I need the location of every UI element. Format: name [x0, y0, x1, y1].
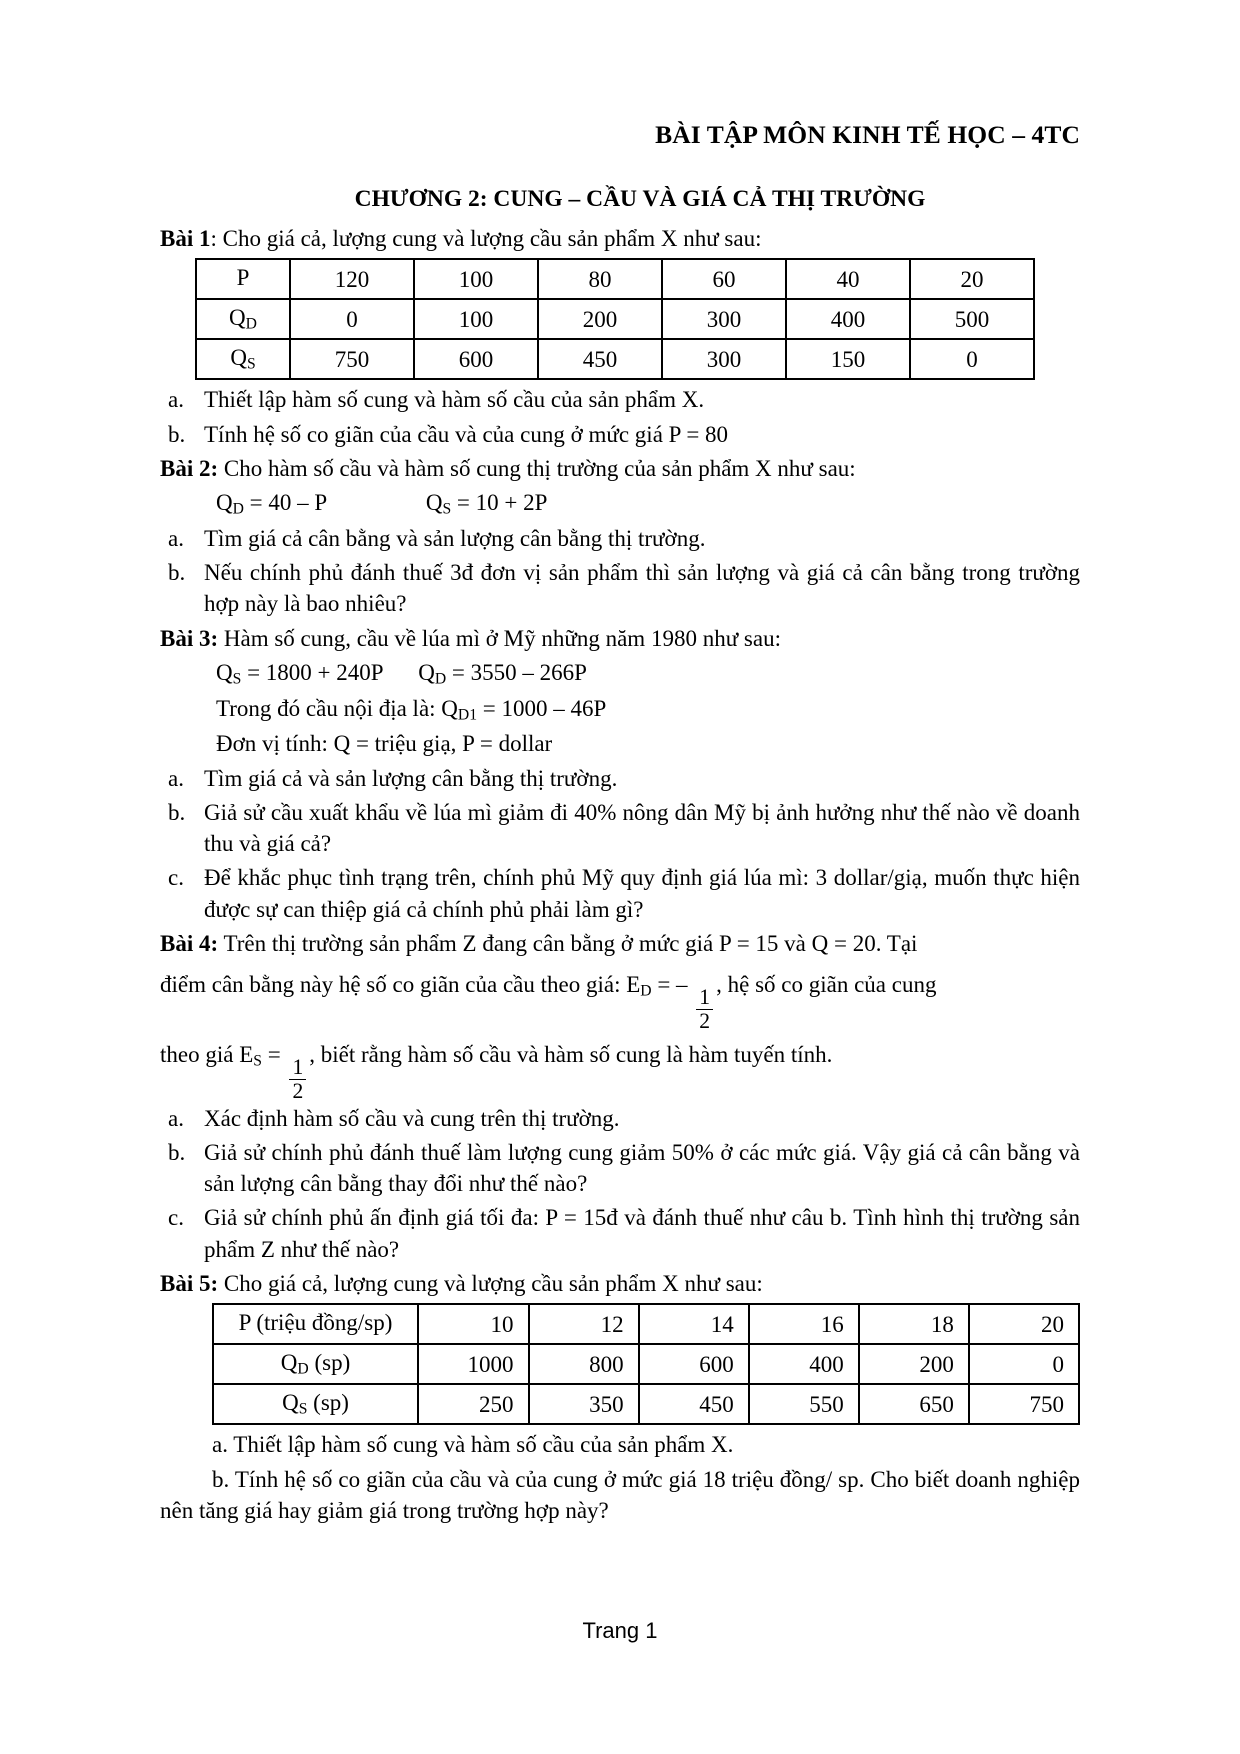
- bai2-eq-qd: [216, 490, 327, 518]
- eq-qd-symbol: Q: [216, 490, 233, 516]
- bai5-r0-c1: 12: [529, 1304, 639, 1344]
- table-row: [213, 1384, 1079, 1424]
- page-footer: [0, 1618, 1240, 1644]
- bai1-item-b-text: Tính hệ số co giãn của cầu và của cung ở mức giá P = 80: [204, 421, 729, 447]
- cell-sub: S: [246, 355, 256, 373]
- bai4-item-a-marker: a.: [168, 1105, 184, 1131]
- bai2-item-a-text: Tìm giá cả cân bằng và sản lượng cân bằng thị trường.: [204, 525, 706, 551]
- fraction-numerator: 1: [699, 984, 711, 1009]
- fraction-one-half: [696, 986, 713, 1032]
- bai4-line2-sub: D: [640, 982, 652, 1000]
- bai4-line3-after: , biết rằng hàm số cầu và hàm số cung là hàm tuyến tính.: [309, 1042, 833, 1068]
- bai5-row0-label: [213, 1304, 418, 1344]
- bai1-intro: [160, 223, 1080, 254]
- bai5-r2-c2: 450: [639, 1384, 749, 1424]
- bai4-label: Bài 4:: [160, 930, 219, 956]
- bai2-equations: [160, 487, 1080, 520]
- bai1-r2-c0: 750: [290, 339, 414, 379]
- cell-text: Q: [280, 1350, 298, 1376]
- cell-text: P (triệu đồng/sp): [238, 1310, 393, 1336]
- bai2-item-a: [160, 523, 1080, 554]
- bai1-r0-c4: 40: [786, 259, 910, 299]
- bai4-elasticity-supply-line: [160, 1032, 1080, 1102]
- table-row: [196, 259, 1034, 299]
- bai5-r2-c4: 650: [859, 1384, 969, 1424]
- bai1-r2-c3: 300: [662, 339, 786, 379]
- bai1-r1-c1: 100: [414, 299, 538, 339]
- bai1-r2-c1: 600: [414, 339, 538, 379]
- bai2-intro-text: Cho hàm số cầu và hàm số cung thị trường của sản phẩm X như sau:: [218, 455, 856, 481]
- bai2-eq-qs: [425, 490, 548, 518]
- bai1-r1-c2: 200: [538, 299, 662, 339]
- domestic-sub: D1: [457, 705, 478, 723]
- bai1-r0-c5: 20: [910, 259, 1034, 299]
- bai1-item-b-marker: b.: [168, 421, 186, 447]
- bai2-item-a-marker: a.: [168, 525, 184, 551]
- eq-qs-symbol: Q: [425, 490, 443, 516]
- bai4-item-c: [160, 1202, 1080, 1265]
- bai4-item-a: [160, 1103, 1080, 1134]
- document-header-title: BÀI TẬP MÔN KINH TẾ HỌC – 4TC: [655, 120, 1080, 149]
- eq-qd-rest: = 3550 – 266P: [446, 659, 587, 685]
- eq-qd-sub: D: [434, 670, 447, 688]
- bai4-intro-text: Trên thị trường sản phẩm Z đang cân bằng ở mức giá P = 15 và Q = 20. Tại: [218, 930, 918, 956]
- table-row: [213, 1304, 1079, 1344]
- bai4-line3-before: theo giá E: [160, 1042, 254, 1068]
- bai2-label: Bài 2:: [160, 455, 219, 481]
- bai3-item-a: [160, 763, 1080, 794]
- bai4-intro: [160, 928, 1080, 959]
- bai2-item-b-text: Nếu chính phủ đánh thuế 3đ đơn vị sản phẩm thì sản lượng và giá cả cân bằng trong trường hợp này là bao nhiêu?: [204, 560, 1080, 617]
- bai1-item-a-text: Thiết lập hàm số cung và hàm số cầu của sản phẩm X.: [204, 387, 705, 413]
- bai3-intro: [160, 623, 1080, 654]
- bai5-row2-label: [213, 1384, 418, 1424]
- bai5-r2-c5: 750: [969, 1384, 1079, 1424]
- bai4-line3-sub: S: [253, 1052, 262, 1070]
- bai3-item-c: [160, 862, 1080, 925]
- bai5-r2-c1: 350: [529, 1384, 639, 1424]
- cell-text: Q: [230, 345, 247, 371]
- bai1-r1-c0: 0: [290, 299, 414, 339]
- bai4-line2-after: , hệ số co giãn của cung: [716, 972, 937, 998]
- bai1-r2-c2: 450: [538, 339, 662, 379]
- bai1-item-a: [160, 384, 1080, 415]
- bai5-r0-c4: 18: [859, 1304, 969, 1344]
- bai4-item-b: [160, 1137, 1080, 1200]
- document-content: [160, 120, 1080, 1529]
- bai4-line3-mid: =: [261, 1042, 287, 1068]
- eq-qs-symbol: Q: [216, 659, 233, 685]
- bai5-r1-c2: 600: [639, 1344, 749, 1384]
- bai3-label: Bài 3:: [160, 625, 219, 651]
- bai3-item-b-marker: b.: [168, 799, 186, 825]
- bai3-eq-qs: [216, 659, 383, 688]
- domestic-prefix: Trong đó cầu nội địa là: Q: [216, 695, 458, 721]
- bai5-r1-c4: 200: [859, 1344, 969, 1384]
- bai2-item-b-marker: b.: [168, 560, 186, 586]
- cell-sub: D: [297, 1360, 309, 1378]
- bai1-row2-label: [196, 339, 290, 379]
- bai5-item-a: a. Thiết lập hàm số cung và hàm số cầu của sản phẩm X.: [212, 1432, 734, 1458]
- bai3-units: Đơn vị tính: Q = triệu giạ, P = dollar: [216, 731, 553, 757]
- bai5-r0-c0: 10: [418, 1304, 528, 1344]
- bai5-r0-c3: 16: [749, 1304, 859, 1344]
- bai3-equations: [160, 657, 1080, 690]
- bai3-item-b: [160, 797, 1080, 860]
- cell-sub: S: [298, 1400, 308, 1418]
- domestic-rest: = 1000 – 46P: [477, 695, 607, 721]
- bai1-item-a-marker: a.: [168, 387, 184, 413]
- bai4-item-c-marker: c.: [168, 1205, 184, 1231]
- chapter-title: CHƯƠNG 2: CUNG – CẦU VÀ GIÁ CẢ THỊ TRƯỜNG: [354, 186, 926, 212]
- bai1-intro-text: : Cho giá cả, lượng cung và lượng cầu sản phẩm X như sau:: [210, 226, 762, 251]
- bai1-r0-c3: 60: [662, 259, 786, 299]
- bai4-item-c-text: Giả sử chính phủ ấn định giá tối đa: P = 15đ và đánh thuế như câu b. Tình hình thị trường sản phẩm Z như thế nào?: [204, 1205, 1080, 1262]
- bai5-item-b: b. Tính hệ số co giãn của cầu và của cung ở mức giá 18 triệu đồng/ sp. Cho biết doanh nghiệp nên tăng giá hay giảm giá trong trường hợp này?: [160, 1466, 1080, 1523]
- bai4-item-b-text: Giả sử chính phủ đánh thuế làm lượng cung giảm 50% ở các mức giá. Vậy giá cả cân bằng và sản lượng cân bằng thay đổi như thế nào?: [204, 1139, 1080, 1197]
- bai4-line2-mid: = –: [651, 972, 694, 998]
- bai5-row1-label: [213, 1344, 418, 1384]
- bai5-r2-c0: 250: [418, 1384, 528, 1424]
- bai4-elasticity-demand-line: [160, 962, 1080, 1032]
- cell-suffix: (sp): [308, 1350, 351, 1376]
- bai1-r2-c4: 150: [786, 339, 910, 379]
- fraction-denominator: 2: [289, 1079, 306, 1103]
- bai5-r1-c0: 1000: [418, 1344, 528, 1384]
- eq-qd-rest: = 40 – P: [243, 490, 327, 516]
- bai5-label: Bài 5:: [160, 1271, 219, 1297]
- bai1-r1-c3: 300: [662, 299, 786, 339]
- table-row: [196, 339, 1034, 379]
- bai1-r2-c5: 0: [910, 339, 1034, 379]
- bai1-table: [195, 258, 1035, 380]
- bai1-r0-c1: 100: [414, 259, 538, 299]
- bai1-r1-c4: 400: [786, 299, 910, 339]
- bai1-item-b: [160, 419, 1080, 450]
- bai5-r0-c2: 14: [639, 1304, 749, 1344]
- table-row: [196, 299, 1034, 339]
- bai1-r0-c0: 120: [290, 259, 414, 299]
- bai5-r2-c3: 550: [749, 1384, 859, 1424]
- bai1-r0-c2: 80: [538, 259, 662, 299]
- bai4-item-a-text: Xác định hàm số cầu và cung trên thị trường.: [204, 1105, 620, 1131]
- eq-qs-rest: = 10 + 2P: [451, 490, 548, 516]
- bai3-item-c-marker: c.: [168, 865, 184, 891]
- fraction-one-half-supply: [289, 1056, 306, 1102]
- eq-qd-symbol: Q: [418, 659, 435, 685]
- fraction-numerator: 1: [292, 1055, 304, 1080]
- bai5-r0-c5: 20: [969, 1304, 1079, 1344]
- bai3-item-a-marker: a.: [168, 765, 184, 791]
- cell-suffix: (sp): [307, 1390, 349, 1416]
- bai1-r1-c5: 500: [910, 299, 1034, 339]
- bai5-r1-c3: 400: [749, 1344, 859, 1384]
- fraction-denominator: 2: [696, 1009, 713, 1033]
- bai5-table: [212, 1303, 1080, 1425]
- page-number-label: Trang 1: [582, 1618, 658, 1643]
- cell-sub: D: [245, 315, 257, 333]
- bai3-domestic-demand: [160, 693, 1080, 726]
- bai2-intro: [160, 453, 1080, 484]
- bai3-item-c-text: Để khắc phục tình trạng trên, chính phủ Mỹ quy định giá lúa mì: 3 dollar/giạ, muốn thực hiện được sự can thiệp giá cả chính phủ phải làm gì?: [204, 865, 1080, 922]
- cell-text: P: [236, 265, 250, 291]
- eq-qs-rest: = 1800 + 240P: [241, 659, 383, 685]
- bai3-intro-text: Hàm số cung, cầu về lúa mì ở Mỹ những năm 1980 như sau:: [218, 625, 781, 651]
- bai1-row0-label: [196, 259, 290, 299]
- eq-qs-sub: S: [442, 500, 452, 518]
- table-row: [213, 1344, 1079, 1384]
- bai5-r1-c1: 800: [529, 1344, 639, 1384]
- bai3-item-b-text: Giả sử cầu xuất khẩu về lúa mì giảm đi 40% nông dân Mỹ bị ảnh hưởng như thế nào về doanh thu và giá cả?: [204, 799, 1080, 857]
- eq-qs-sub: S: [232, 670, 242, 688]
- bai3-eq-qd: [418, 659, 587, 688]
- eq-qd-sub: D: [232, 500, 244, 518]
- bai3-item-a-text: Tìm giá cả và sản lượng cân bằng thị trường.: [204, 765, 618, 791]
- bai5-intro: [160, 1268, 1080, 1299]
- bai5-intro-text: Cho giá cả, lượng cung và lượng cầu sản phẩm X như sau:: [218, 1271, 763, 1297]
- bai1-row1-label: [196, 299, 290, 339]
- bai4-item-b-marker: b.: [168, 1139, 186, 1165]
- bai4-line2-before: điểm cân bằng này hệ số co giãn của cầu theo giá: E: [160, 972, 641, 998]
- bai1-label: Bài 1: [160, 226, 211, 251]
- cell-text: Q: [229, 305, 246, 331]
- bai5-r1-c5: 0: [969, 1344, 1079, 1384]
- cell-text: Q: [282, 1390, 299, 1416]
- bai2-item-b: [160, 557, 1080, 620]
